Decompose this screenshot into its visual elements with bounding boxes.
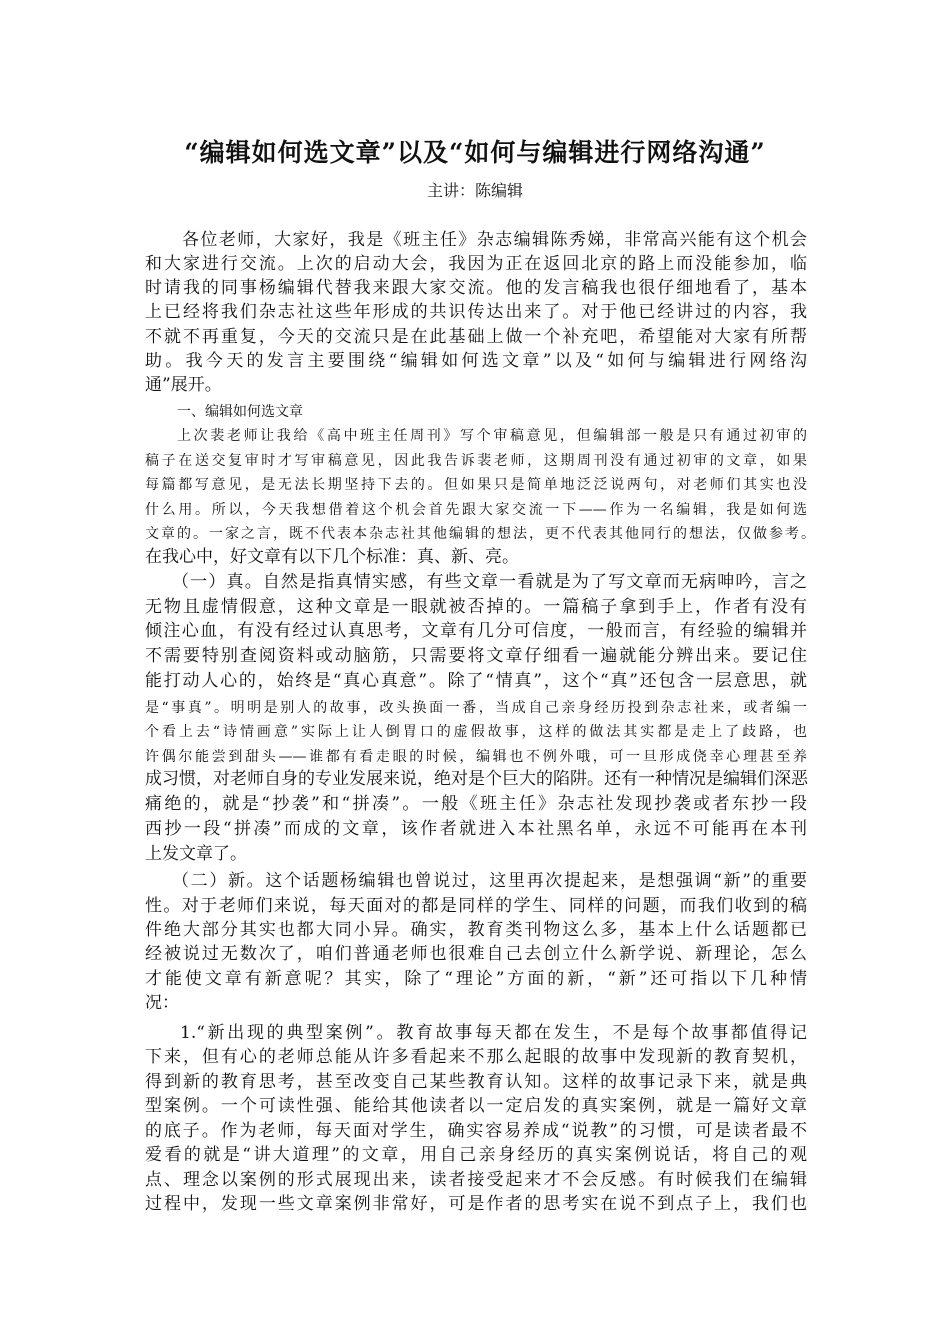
paragraph-line: 爱看的就是“讲大道理”的文章，用自己亲身经历的真实案例说话，将自己的观 (145, 1145, 807, 1165)
paragraph-line: 和大家进行交流。上次的启动大会，我因为正在返回北京的路上而没能参加，临 (145, 254, 807, 274)
paragraph-line: 文章的。一家之言，既不代表本杂志社其他编辑的想法，更不代表其他同行的想法，仅做参考。 (145, 526, 815, 542)
paragraph-line: 稿子在送交复审时才写审稿意见，因此我告诉裴老师，这期周刊没有通过初审的文章，如果 (145, 453, 807, 469)
paragraph-line: 经被说过无数次了，咱们普通老师也很难自己去创立什么新学说、新理论，怎么 (145, 944, 807, 964)
paragraph-line: 西抄一段“拼凑”而成的文章，该作者就进入本社黑名单，永远不可能再在本刊 (145, 819, 807, 839)
presenter-line: 主讲：陈编辑 (426, 181, 523, 200)
paragraph-line: 通”展开。 (145, 375, 222, 395)
paragraph-line: 是“事真”。明明是别人的故事，改头换面一番，当成自己亲身经历投到杂志社来，或者编一 (145, 700, 807, 716)
paragraph-line: 上次裴老师让我给《高中班主任周刊》写个审稿意见，但编辑部一般是只有通过初审的 (177, 428, 807, 444)
paragraph-line: 在我心中，好文章有以下几个标准：真、新、亮。 (145, 547, 519, 567)
paragraph-line: 不就不再重复，今天的交流只是在此基础上做一个补充吧，希望能对大家有所帮 (145, 327, 807, 347)
paragraph-line: 下来，但有心的老师总能从许多看起来不那么起眼的故事中发现新的教育契机， (145, 1047, 807, 1067)
paragraph-line: （二）新。这个话题杨编辑也曾说过，这里再次提起来，是想强调“新”的重要 (172, 871, 807, 891)
paragraph-line: 痛绝的，就是“抄袭”和“拼凑”。一般《班主任》杂志社发现抄袭或者东抄一段 (145, 794, 807, 814)
paragraph-line: 过程中，发现一些文章案例非常好，可是作者的思考实在说不到点子上，我们也 (145, 1194, 807, 1214)
paragraph-line: 倾注心血，有没有经过认真思考，文章有几分可信度，一般而言，有经验的编辑并 (145, 621, 807, 641)
paragraph-line: 件绝大部分其实也都大同小异。确实，教育类刊物这么多，基本上什么话题都已 (145, 920, 807, 940)
paragraph-line: 许偶尔能尝到甜头——谁都有看走眼的时候，编辑也不例外哦，可一旦形成侥幸心理甚至养 (145, 749, 807, 765)
section-heading: 一、编辑如何选文章 (177, 404, 303, 420)
document-title: “编辑如何选文章”以及“如何与编辑进行网络沟通” (184, 138, 766, 167)
paragraph-line: 各位老师，大家好，我是《班主任》杂志编辑陈秀娣，非常高兴能有这个机会 (182, 230, 807, 250)
paragraph-line: 才能使文章有新意呢？其实，除了“理论”方面的新，“新”还可指以下几种情 (145, 969, 807, 989)
paragraph-line: 无物且虚情假意，这种文章是一眼就被否掉的。一篇稿子拿到手上，作者有没有 (145, 597, 807, 617)
paragraph-line: （一）真。自然是指真情实感，有些文章一看就是为了写文章而无病呻吟，言之 (172, 572, 807, 592)
paragraph-line: 性。对于老师们来说，每天面对的都是同样的学生、同样的问题，而我们收到的稿 (145, 896, 807, 916)
paragraph-line: 上发文章了。 (145, 844, 247, 864)
paragraph-line: 时请我的同事杨编辑代替我来跟大家交流。他的发言稿我也很仔细地看了，基本 (145, 278, 807, 298)
paragraph-line: 能打动人心的，始终是“真心真意”。除了“情真”，这个“真”还包含一层意思，就 (145, 671, 807, 691)
paragraph-line: 上已经将我们杂志社这些年形成的共识传达出来了。对于他已经讲过的内容，我 (145, 302, 807, 322)
paragraph-line: 型案例。一个可读性强、能给其他读者以一定启发的真实案例，就是一篇好文章 (145, 1096, 807, 1116)
paragraph-line: 点、理念以案例的形式展现出来，读者接受起来才不会反感。有时候我们在编辑 (145, 1170, 807, 1190)
paragraph-line: 得到新的教育思考，甚至改变自己某些教育认知。这样的故事记录下来，就是典 (145, 1072, 807, 1092)
paragraph-line: 个看上去“诗情画意”实际上让人倒胃口的虚假故事，这样的做法其实都是走上了歧路，也 (145, 724, 807, 740)
paragraph-line: 不需要特别查阅资料或动脑筋，只需要将文章仔细看一遍就能分辨出来。要记住 (145, 646, 807, 666)
paragraph-line: 什么用。所以，今天我想借着这个机会首先跟大家交流一下——作为一名编辑，我是如何选 (145, 502, 807, 518)
paragraph-line: 况： (145, 993, 179, 1013)
paragraph-line: 每篇都写意见，是无法长期坚持下去的。但如果只是简单地泛泛说两句，对老师们其实也没 (145, 477, 807, 493)
paragraph-line: 助。我今天的发言主要围绕“编辑如何选文章”以及“如何与编辑进行网络沟 (145, 351, 807, 371)
paragraph-line: 的底子。作为老师，每天面对学生，确实容易养成“说教”的习惯，可是读者最不 (145, 1121, 807, 1141)
paragraph-line: 成习惯，对老师自身的专业发展来说，绝对是个巨大的陷阱。还有一种情况是编辑们深恶 (145, 769, 808, 789)
paragraph-line: 1.“新出现的典型案例”。教育故事每天都在发生，不是每个故事都值得记 (180, 1023, 807, 1043)
